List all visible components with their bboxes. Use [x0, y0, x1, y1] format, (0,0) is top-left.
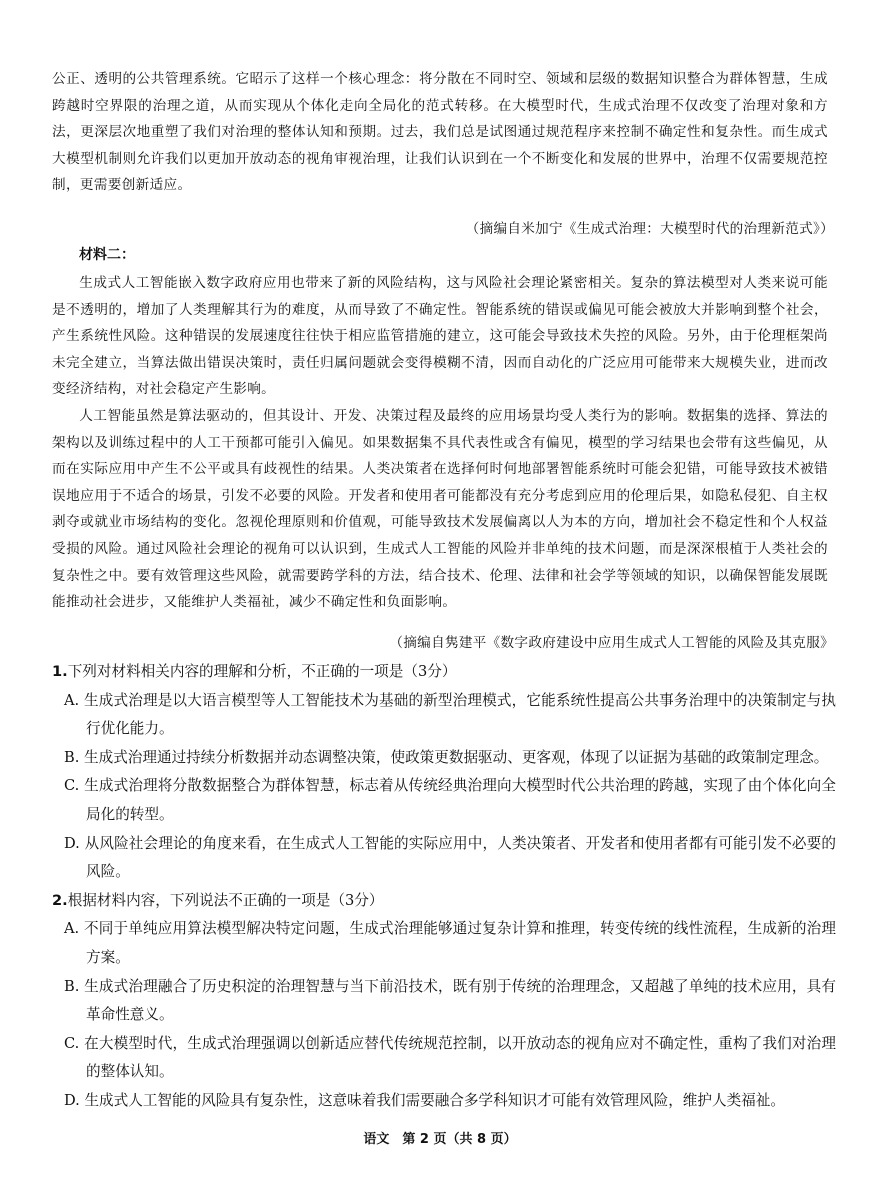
question-list	[52, 658, 836, 1116]
material-two-body	[52, 270, 828, 616]
page-footer: 语文 第 2 页（共 8 页）	[363, 1132, 517, 1147]
option-c: C. 在大模型时代，生成式治理强调以创新适应替代传统规范控制，以开放动态的视角应对不确定性，重构了我们对治理的整体认知。	[64, 1034, 836, 1081]
material-two-source: （摘编自隽建平《数字政府建设中应用生成式人工智能的风险及其克服》	[389, 635, 834, 651]
material-two-heading: 材料二：	[79, 247, 135, 263]
question-2	[52, 887, 836, 1116]
option-b: B. 生成式治理融合了历史积淀的治理智慧与当下前沿技术，既有别于传统的治理理念，又超越了单纯的技术应用，具有革命性意义。	[64, 977, 836, 1024]
material-one-paragraph: 公正、透明的公共管理系统。它昭示了这样一个核心理念：将分散在不同时空、领域和层级的数据知识整合为群体智慧，生成跨越时空界限的治理之道，从而实现从个体化走向全局化的范式转移。在大模型时代，生成式治理不仅改变了治理对象和方法，更深层次地重塑了我们对治理的整体认知和预期。过去，我们总是试图通过规范程序来控制不确定性和复杂性。而生成式大模型机制则允许我们以更加开放动态的视角审视治理，让我们认识到在一个不断变化和发展的世界中，治理不仅需要规范控制，更需要创新适应。	[52, 71, 828, 194]
question-number: 2.	[52, 891, 68, 909]
question-1	[52, 658, 836, 887]
question-text: 根据材料内容，下列说法不正确的一项是（3分）	[67, 891, 384, 909]
question-stem	[52, 887, 836, 916]
question-number: 1.	[52, 663, 68, 680]
option-d: D. 生成式人工智能的风险具有复杂性，这意味着我们需要融合多学科知识才可能有效管理风险，维护人类福祉。	[64, 1091, 785, 1109]
option-a: A. 生成式治理是以大语言模型等人工智能技术为基础的新型治理模式，它能系统性提高公共事务治理中的决策制定与执行优化能力。	[64, 691, 836, 738]
material-two-paragraph: 人工智能虽然是算法驱动的，但其设计、开发、决策过程及最终的应用场景均受人类行为的影响。数据集的选择、算法的架构以及训练过程中的人工干预都可能引入偏见。如果数据集不具代表性或含有偏见，模型的学习结果也会带有这些偏见，从而在实际应用中产生不公平或具有歧视性的结果。人类决策者在选择何时何地部署智能系统时可能会犯错，可能导致技术被错误地应用于不适合的场景，引发不必要的风险。开发者和使用者可能都没有充分考虑到应用的伦理后果，如隐私侵犯、自主权剥夺或就业市场结构的变化。忽视伦理原则和价值观，可能导致技术发展偏离以人为本的方向，增加社会不稳定性和个人权益受损的风险。通过风险社会理论的视角可以认识到，生成式人工智能的风险并非单纯的技术问题，而是深深根植于人类社会的复杂性之中。要有效管理这些风险，就需要跨学科的方法，结合技术、伦理、法律和社会学等领域的知识，以确保智能发展既能推动社会进步，又能维护人类福祉，减少不确定性和负面影响。	[52, 407, 828, 611]
question-stem	[52, 658, 836, 687]
material-two-paragraph: 生成式人工智能嵌入数字政府应用也带来了新的风险结构，这与风险社会理论紧密相关。复杂的算法模型对人类来说可能是不透明的，增加了人类理解其行为的难度，从而导致了不确定性。智能系统的错误或偏见可能会被放大并影响到整个社会，产生系统性风险。这种错误的发展速度往往快于相应监管措施的建立，这可能会导致技术失控的风险。另外，由于伦理框架尚未完全建立，当算法做出错误决策时，责任归属问题就会变得模糊不清，因而自动化的广泛应用可能带来大规模失业，进而改变经济结构，对社会稳定产生影响。	[52, 275, 828, 398]
material-one-ending	[52, 66, 828, 199]
option-b: B. 生成式治理通过持续分析数据并动态调整决策，使政策更数据驱动、更客观，体现了以证据为基础的政策制定理念。	[64, 748, 829, 766]
question-text: 下列对材料相关内容的理解和分析，不正确的一项是（3分）	[67, 663, 457, 680]
option-d: D. 从风险社会理论的角度来看，在生成式人工智能的实际应用中，人类决策者、开发者和使用者都有可能引发不必要的风险。	[64, 834, 836, 881]
option-a: A. 不同于单纯应用算法模型解决特定问题，生成式治理能够通过复杂计算和推理，转变传统的线性流程，生成新的治理方案。	[64, 920, 836, 966]
material-one-source: （摘编自米加宁《生成式治理：大模型时代的治理新范式》）	[465, 221, 834, 237]
option-c: C. 生成式治理将分散数据整合为群体智慧，标志着从传统经典治理向大模型时代公共治理的跨越，实现了由个体化向全局化的转型。	[64, 777, 836, 823]
